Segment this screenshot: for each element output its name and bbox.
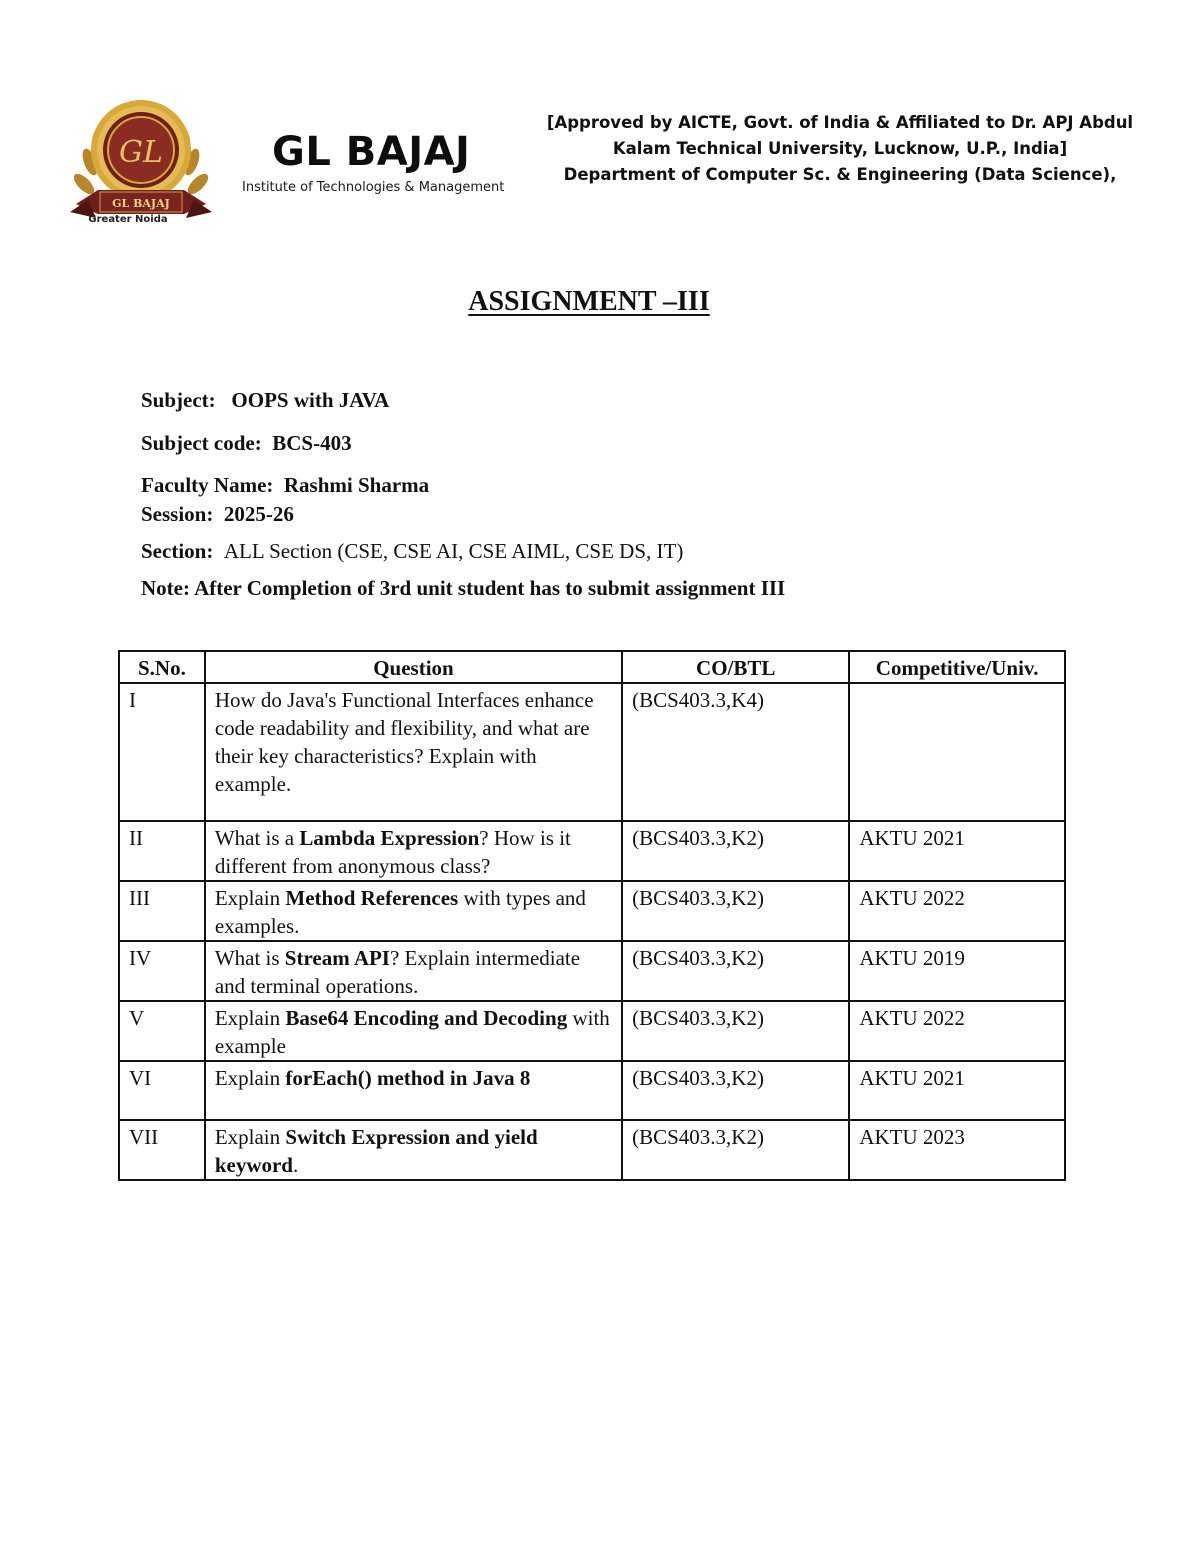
cell-sno: II	[119, 821, 205, 881]
faculty-value: Rashmi Sharma	[283, 473, 430, 497]
cell-co-btl: (BCS403.3,K2)	[622, 1120, 849, 1180]
cell-competitive: AKTU 2022	[849, 1001, 1065, 1061]
header-competitive: Competitive/Univ.	[849, 651, 1065, 683]
cell-competitive: AKTU 2021	[849, 1061, 1065, 1120]
cell-sno: VI	[119, 1061, 205, 1120]
institute-logo	[68, 92, 214, 228]
affiliation-line: [Approved by AICTE, Govt. of India & Affiliated to Dr. APJ Abdul	[546, 113, 1134, 132]
svg-text:GL: GL	[119, 135, 163, 170]
cell-competitive: AKTU 2019	[849, 941, 1065, 1001]
table-header-row	[119, 651, 1065, 683]
section-row	[141, 539, 683, 564]
header-co-btl: CO/BTL	[622, 651, 849, 683]
cell-sno: III	[119, 881, 205, 941]
cell-question: What is Stream API? Explain intermediate and terminal operations.	[205, 941, 622, 1001]
logo-ribbon-text: GL BAJAJ	[112, 197, 170, 210]
cell-question: Explain Base64 Encoding and Decoding with example	[205, 1001, 622, 1061]
questions-table	[118, 650, 1066, 1181]
cell-question: What is a Lambda Expression? How is it different from anonymous class?	[205, 821, 622, 881]
table-row	[119, 1120, 1065, 1180]
cell-question: Explain Switch Expression and yield keyword.	[205, 1120, 622, 1180]
session-label: Session:	[141, 502, 214, 526]
session-row	[141, 502, 294, 527]
subject-code-value: BCS-403	[272, 431, 352, 455]
cell-co-btl: (BCS403.3,K2)	[622, 941, 849, 1001]
cell-co-btl: (BCS403.3,K2)	[622, 1061, 849, 1120]
brand-name: GL BAJAJ	[272, 129, 471, 175]
cell-question: Explain Method References with types and examples.	[205, 881, 622, 941]
cell-question: How do Java's Functional Interfaces enhance code readability and flexibility, and what are their key characteristics? Explain with example.	[205, 683, 622, 821]
faculty-row	[141, 473, 429, 498]
subject-code-label: Subject code:	[141, 431, 262, 455]
cell-question: Explain forEach() method in Java 8	[205, 1061, 622, 1120]
section-value: ALL Section (CSE, CSE AI, CSE AIML, CSE DS, IT)	[223, 539, 684, 563]
cell-competitive: AKTU 2021	[849, 821, 1065, 881]
header-sno: S.No.	[119, 651, 205, 683]
table-row	[119, 821, 1065, 881]
header-question: Question	[205, 651, 622, 683]
cell-competitive	[849, 683, 1065, 821]
note-text: Note: After Completion of 3rd unit student has to submit assignment III	[141, 576, 786, 600]
affiliation-line: Kalam Technical University, Lucknow, U.P., India]	[612, 139, 1068, 158]
faculty-label: Faculty Name:	[141, 473, 274, 497]
affiliation-block	[540, 110, 1140, 188]
affiliation-line: Department of Computer Sc. & Engineering (Data Science),	[563, 165, 1117, 184]
table-row	[119, 941, 1065, 1001]
cell-sno: V	[119, 1001, 205, 1061]
table-row	[119, 881, 1065, 941]
table-row	[119, 683, 1065, 821]
subject-value: OOPS with JAVA	[231, 388, 390, 412]
cell-sno: I	[119, 683, 205, 821]
cell-sno: IV	[119, 941, 205, 1001]
cell-competitive: AKTU 2023	[849, 1120, 1065, 1180]
brand-block	[232, 126, 522, 195]
cell-co-btl: (BCS403.3,K4)	[622, 683, 849, 821]
subject-row	[141, 388, 389, 413]
cell-co-btl: (BCS403.3,K2)	[622, 1001, 849, 1061]
table-row	[119, 1061, 1065, 1120]
cell-co-btl: (BCS403.3,K2)	[622, 821, 849, 881]
brand-subtitle: Institute of Technologies & Management	[242, 180, 505, 195]
page-title: ASSIGNMENT –III	[468, 286, 710, 317]
subject-code-row	[141, 431, 352, 456]
table-row	[119, 1001, 1065, 1061]
cell-co-btl: (BCS403.3,K2)	[622, 881, 849, 941]
cell-competitive: AKTU 2022	[849, 881, 1065, 941]
cell-sno: VII	[119, 1120, 205, 1180]
section-label: Section:	[141, 539, 214, 563]
session-value: 2025-26	[223, 502, 294, 526]
logo-city-label: Greater Noida	[88, 214, 168, 225]
subject-label: Subject:	[141, 388, 216, 412]
